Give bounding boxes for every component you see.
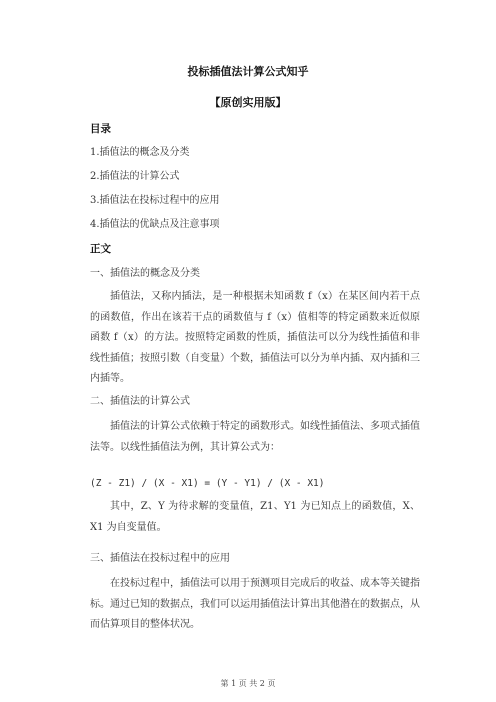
toc-heading: 目录 xyxy=(90,123,111,135)
section-paragraph: 其中，Z、Y 为待求解的变量值，Z1、Y1 为已知点上的函数值，X、X1 为自变量值。 xyxy=(90,501,420,533)
body-heading: 正文 xyxy=(90,243,111,255)
toc-item: 2.插值法的计算公式 xyxy=(90,171,180,182)
section-title: 三、插值法在投标过程中的应用 xyxy=(90,553,230,564)
section-title: 一、插值法的概念及分类 xyxy=(90,268,200,279)
formula: (Z - Z1) / (X - X1) = (Y - Y1) / (X - X1) xyxy=(90,478,325,489)
toc-item: 4.插值法的优缺点及注意事项 xyxy=(90,219,220,230)
toc-item: 1.插值法的概念及分类 xyxy=(90,147,190,158)
document-subtitle: 【原创实用版】 xyxy=(209,96,287,109)
section-paragraph: 插值法，又称内插法，是一种根据未知函数 f（x）在某区间内若干点的函数值，作出在该若干点的函数值与 f（x）值相等的特定函数来近似原函数 f（x）的方法。按照特定函数的性质，插值法可以分为线性插值和非线性插值；按照引数（自变量）个数，插值法可以分为单内插、双内插和三内插等。 xyxy=(90,291,420,384)
toc-item: 3.插值法在投标过程中的应用 xyxy=(90,195,220,206)
section-paragraph: 在投标过程中，插值法可以用于预测项目完成后的收益、成本等关键指标。通过已知的数据点，我们可以运用插值法计算出其他潜在的数据点，从而估算项目的整体状况。 xyxy=(90,578,420,630)
page-footer: 第 1 页 共 2 页 xyxy=(220,679,276,688)
section-paragraph: 插值法的计算公式依赖于特定的函数形式。如线性插值法、多项式插值法等。以线性插值法为例，其计算公式为： xyxy=(90,421,420,453)
section-title: 二、插值法的计算公式 xyxy=(90,396,190,407)
document-title: 投标插值法计算公式知乎 xyxy=(187,65,309,78)
